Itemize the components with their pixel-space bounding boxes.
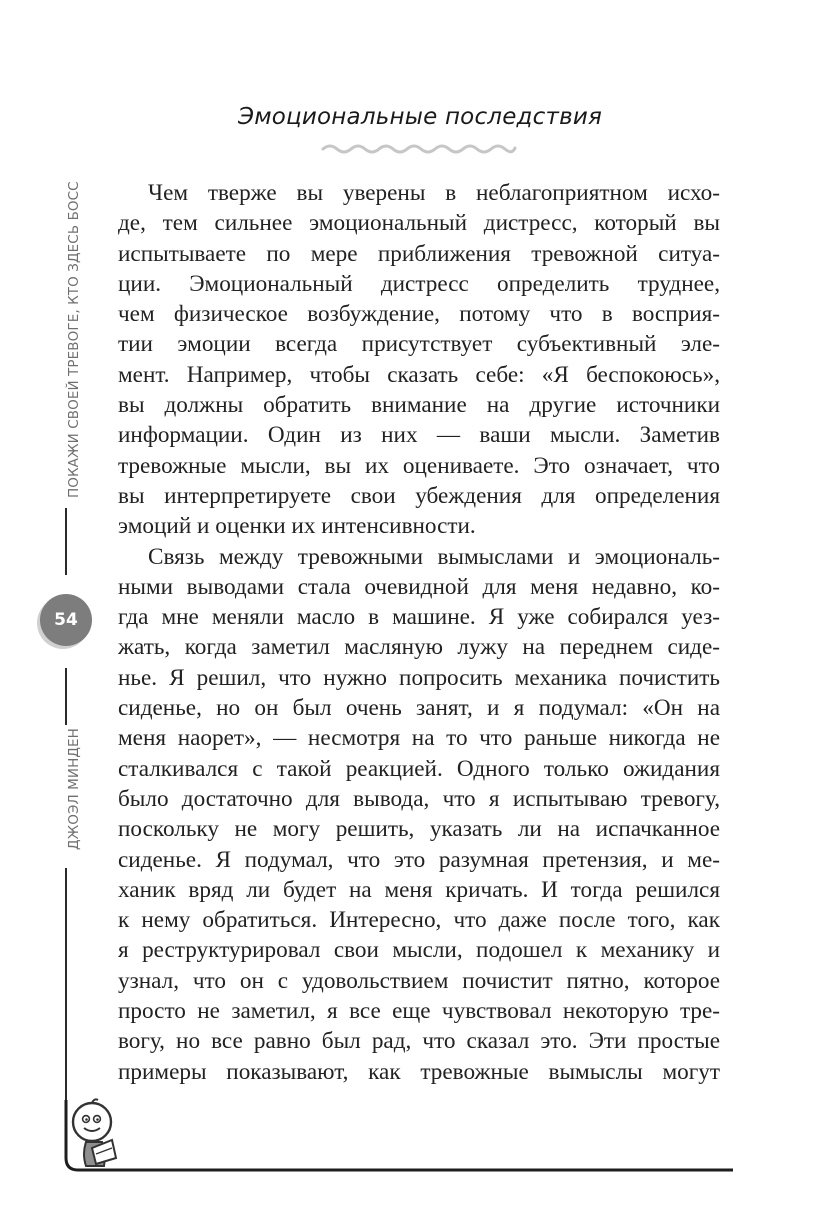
- paragraph-1: [118, 178, 720, 542]
- text-line: эмоций и оценки их интенсивности.: [118, 513, 476, 540]
- text-line: я реструктурировал свои мысли, подошел к механику и: [118, 937, 720, 964]
- text-line: примеры показывают, как тревожные вымыслы могут: [118, 1058, 720, 1085]
- text-line: сиденье. Я подумал, что это разумная претензия, и ме-: [118, 846, 720, 873]
- text-line: чем физическое возбуждение, потому что в восприя-: [118, 301, 720, 328]
- text-line: к нему обратиться. Интересно, что даже после того, как: [118, 907, 720, 934]
- text-line: сиденье, но он был очень занят, и я подумал: «Он на: [118, 695, 720, 722]
- running-author: ДЖОЭЛ МИНДЕН: [66, 728, 82, 850]
- text-line: просто не заметил, я все еще чувствовал некоторую тре-: [118, 998, 720, 1025]
- text-line: тии эмоции всегда присутствует субъективный эле-: [118, 331, 720, 358]
- text-line: ханик вряд ли будет на меня кричать. И тогда решился: [118, 876, 720, 903]
- section-title: Эмоциональные последствия: [237, 104, 603, 130]
- text-line: ции. Эмоциональный дистресс определить труднее,: [118, 270, 720, 297]
- text-line: Связь между тревожными вымыслами и эмоциональ-: [148, 543, 720, 570]
- text-line: жать, когда заметил масляную лужу на переднем сиде-: [118, 634, 720, 661]
- text-line: узнал, что он с удовольствием почистит пятно, которое: [118, 967, 720, 994]
- text-line: Чем тверже вы уверены в неблагоприятном исхо-: [148, 180, 720, 206]
- text-line: меня наорет», — несмотря на то что раньше никогда не: [118, 725, 720, 752]
- text-line: де, тем сильнее эмоциональный дистресс, который вы: [118, 210, 720, 237]
- text-line: гда мне меняли масло в машине. Я уже собирался уез-: [118, 604, 720, 631]
- text-line: информации. Один из них — ваши мысли. Заметив: [118, 422, 720, 449]
- text-line: вы должны обратить внимание на другие источники: [118, 392, 720, 419]
- text-line: мент. Например, чтобы сказать себе: «Я беспокоюсь»,: [118, 361, 720, 388]
- wavy-divider-icon: [321, 140, 517, 156]
- page-number-badge: 54: [40, 594, 92, 646]
- cartoon-character-reading-icon: [62, 1098, 134, 1172]
- text-line: было достаточно для вывода, что я испытываю тревогу,: [118, 785, 720, 812]
- text-line: вы интерпретируете свои убеждения для определения: [118, 482, 720, 509]
- text-line: тревожные мысли, вы их оцениваете. Это означает, что: [118, 452, 720, 479]
- text-line: испытываете по мере приближения тревожной ситуа-: [118, 240, 720, 267]
- text-line: нье. Я решил, что нужно попросить механика почистить: [118, 664, 720, 691]
- text-line: поскольку не могу решить, указать ли на испачканное: [118, 816, 720, 843]
- body-text: [118, 178, 720, 1087]
- text-line: сталкивался с такой реакцией. Одного только ожидания: [118, 755, 720, 782]
- paragraph-2: [118, 542, 720, 1087]
- text-line: ными выводами стала очевидной для меня недавно, ко-: [118, 573, 720, 600]
- running-book-title: ПОКАЖИ СВОЕЙ ТРЕВОГЕ, КТО ЗДЕСЬ БОСС: [66, 181, 82, 498]
- text-line: вогу, но все равно был рад, что сказал это. Эти простые: [118, 1028, 720, 1055]
